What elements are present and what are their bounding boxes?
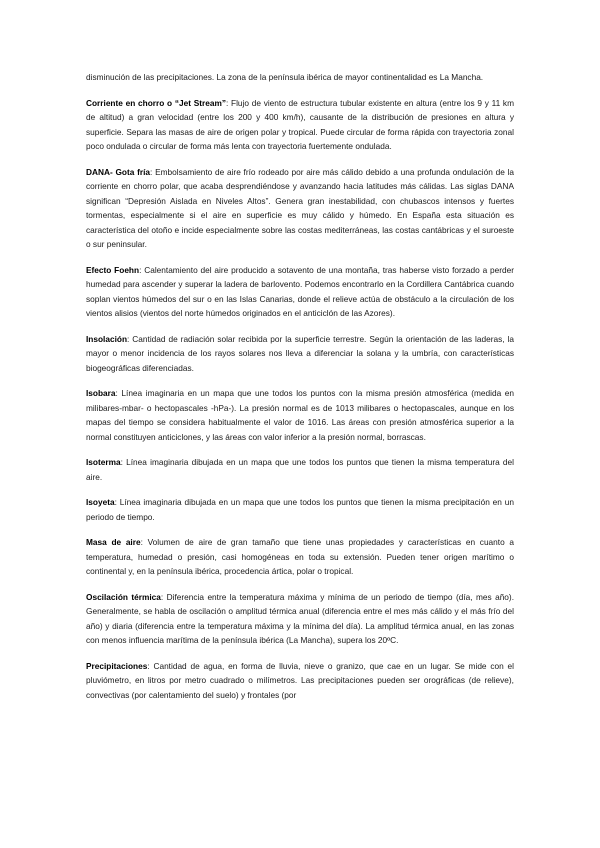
definition-text: : Embolsamiento de aire frío rodeado por aire más cálido debido a una profunda ondulación de la corriente en chorro polar, que acaba desprendiéndose y avanzando hacia latitudes más cálidas. Las siglas DANA significan “Depresión Aislada en Niveles Altos”. Genera gran inestabilidad, con chubascos intensos y fuertes tormentas, especialmente si el aire en superficie es muy cálido y húmedo. En España esta situación es característica del otoño e incide especialmente sobre las costas mediterráneas, las costas cantábricas y el suroeste o sur peninsular. xyxy=(86,166,515,249)
definition-efecto-foehn xyxy=(86,263,514,321)
term-label: Masa de aire xyxy=(86,537,141,547)
term-label: Efecto Foehn xyxy=(86,264,140,275)
definition-isoterma xyxy=(86,455,514,484)
definition-insolacion xyxy=(86,332,514,376)
definition-jet-stream xyxy=(86,96,514,154)
definition-text: : Volumen de aire de gran tamaño que tiene unas propiedades y características en cuanto a temperatura, humedad o presión, casi homogéneas en toda su extensión. Pueden tener origen marítimo o continental y, en la península ibérica, procedencia ártica, polar o tropical. xyxy=(86,537,515,576)
definition-text: : Calentamiento del aire producido a sotavento de una montaña, tras haberse visto forzado a perder humedad para ascender y superar la ladera de barlovento. Podemos encontrarlo en la Cordillera Cantábrica cuando soplan vientos húmedos del sur o en las Islas Canarias, donde el relieve actúa de obstáculo a la circulación de los vientos alisios (vientos del norte húmedos originados en el anticiclón de las Azores). xyxy=(86,264,514,318)
paragraph-continuation xyxy=(86,70,514,85)
definition-oscilacion-termica xyxy=(86,590,514,648)
definition-text: : Flujo de viento de estructura tubular existente en altura (entre los 9 y 11 km de altitud) a gran velocidad (entre los 200 y 400 km/h), causante de la distribución de presiones en altura y superficie. Separa las masas de aire de origen polar y tropical. Puede circular de forma rápida con trayectoria zonal poco ondulada o circular de forma más lenta con trayectoria fuertemente ondulada. xyxy=(86,97,514,151)
document-page xyxy=(86,70,514,713)
term-label: Isoterma xyxy=(86,457,121,467)
term-label: Insolación xyxy=(86,333,128,344)
paragraph-text: disminución de las precipitaciones. La zona de la península ibérica de mayor continentalidad es La Mancha. xyxy=(86,72,484,82)
definition-text: : Cantidad de agua, en forma de lluvia, nieve o granizo, que cae en un lugar. Se mide con el pluviómetro, en litros por metro cuadrado o milímetros. Las precipitaciones pueden ser orográficas (de relieve), convectivas (por calentamiento del suelo) y frontales (por xyxy=(86,660,514,700)
term-label: Oscilación térmica xyxy=(86,591,161,602)
definition-masa-de-aire xyxy=(86,535,514,579)
term-label: Precipitaciones xyxy=(86,660,148,671)
definition-isobara xyxy=(86,386,514,444)
definition-precipitaciones xyxy=(86,659,514,703)
definition-dana xyxy=(86,165,514,252)
term-label: DANA- Gota fría xyxy=(86,166,151,177)
term-label: Isobara xyxy=(86,388,116,398)
definition-text: : Cantidad de radiación solar recibida por la superficie terrestre. Según la orientación de las laderas, la mayor o menor incidencia de los rayos solares nos lleva a diferenciar la solana y la umbría, con características biogeográficas diferenciadas. xyxy=(86,333,514,373)
definition-text: : Línea imaginaria dibujada en un mapa que une todos los puntos que tienen la misma precipitación en un periodo de tiempo. xyxy=(86,497,514,522)
term-label: Isoyeta xyxy=(86,497,115,507)
definition-text: : Línea imaginaria dibujada en un mapa que une todos los puntos que tienen la misma temperatura del aire. xyxy=(86,457,514,482)
term-label: Corriente en chorro o “Jet Stream” xyxy=(86,97,226,108)
definition-text: : Diferencia entre la temperatura máxima y mínima de un periodo de tiempo (día, mes año). Generalmente, se habla de oscilación o amplitud térmica anual (diferencia entre el mes más cálido y el más frío del año) y diaria (diferencia entre la temperatura máxima y la mínima del día). La amplitud térmica anual, en las zonas con menos influencia marítima de la península ibérica (La Mancha), supera los 20ºC. xyxy=(86,591,514,645)
definition-isoyeta xyxy=(86,495,514,524)
definition-text: : Línea imaginaria en un mapa que une todos los puntos con la misma presión atmosférica (medida en milibares-mbar- o hectopascales -hPa-). La presión normal es de 1013 milibares o hectopascales, aunque en los mapas del tiempo se considera habitualmente el valor de 1016. Las áreas con presión atmosférica superior a la normal constituyen anticiclones, y las áreas con valor inferior a la presión normal, borrascas. xyxy=(86,388,514,442)
